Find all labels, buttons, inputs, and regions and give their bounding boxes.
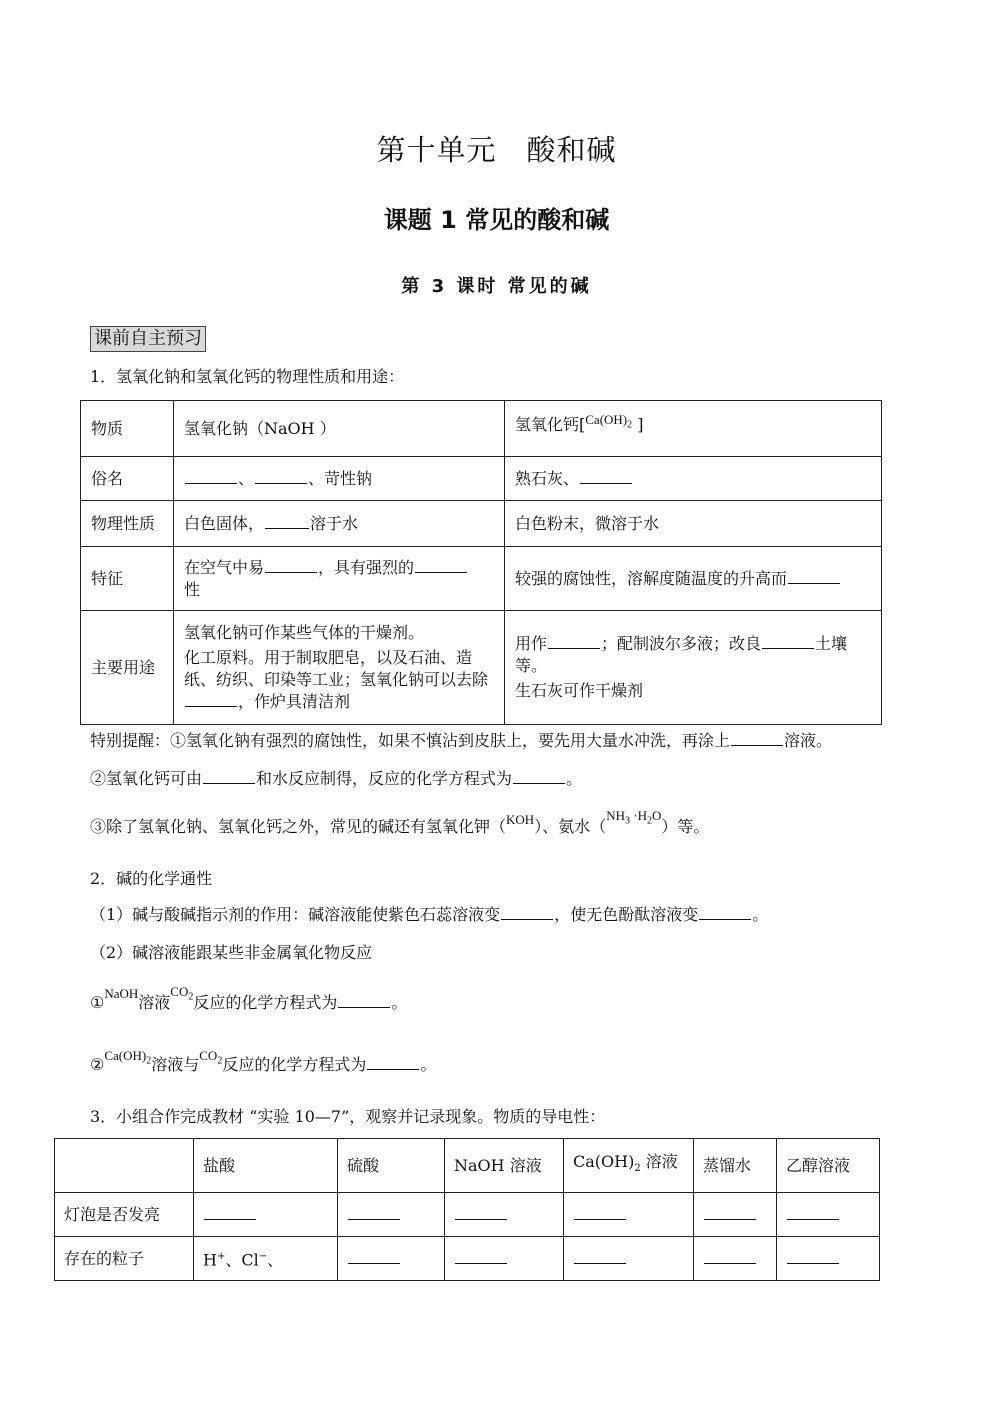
f: CO (170, 984, 189, 999)
header-cell (564, 1139, 694, 1193)
text: 溶于水 (310, 513, 359, 533)
table-row (81, 401, 882, 457)
table-row (81, 611, 882, 725)
text: 化工原料。用于制取肥皂，以及石油、造纸、纺织、印染等工业；氢氧化钠可以去除 (184, 648, 489, 689)
caoh-formula (585, 412, 633, 431)
row-label: 俗名 (81, 457, 174, 501)
text: ）等。 (661, 817, 710, 836)
table-header-row (55, 1139, 880, 1193)
period-title: 第 3 课时 常见的碱 (401, 276, 592, 297)
cell (445, 1193, 564, 1237)
naoh-cell (174, 611, 505, 725)
f: 、 (267, 1250, 284, 1270)
header-cell: NaOH 溶液 (445, 1139, 564, 1193)
f: 2 (646, 815, 652, 827)
q2-heading: 2．碱的化学通性 (90, 869, 213, 888)
text: （1）碱与酸碱指示剂的作用：碱溶液能使紫色石蕊溶液变 (90, 905, 501, 924)
answer-blank[interactable] (203, 769, 255, 784)
answer-blank[interactable] (787, 1249, 839, 1264)
answer-blank[interactable] (348, 1249, 400, 1264)
row-label: 主要用途 (81, 611, 174, 725)
q2-item-1 (90, 904, 768, 926)
cell (338, 1237, 445, 1281)
text: ；配制波尔多液；改良 (601, 634, 762, 653)
caoh-formula (104, 1048, 152, 1067)
answer-blank[interactable] (338, 993, 390, 1008)
q1-heading: 1．氢氧化钠和氢氧化钙的物理性质和用途： (90, 367, 405, 386)
text: 在空气中易 (184, 557, 265, 577)
f: ·H (629, 808, 647, 823)
q3-heading: 3．小组合作完成教材 “实验 10—7”，观察并记录现象。物质的导电性： (90, 1107, 606, 1126)
text: 熟石灰、 (515, 468, 580, 488)
nh3-formula (606, 808, 662, 827)
text: ，作炉具清洁剂 (238, 692, 351, 711)
text: 和水反应制得，反应的化学方程式为 (256, 769, 513, 788)
sep: 、 (238, 468, 255, 488)
text: 。 (391, 993, 408, 1012)
answer-blank[interactable] (548, 634, 600, 649)
cell (777, 1237, 880, 1281)
text: 用作 (515, 634, 548, 653)
caoh-cell: 白色粉末，微溶于水 (505, 501, 882, 547)
text: ）、氨水（ (534, 817, 607, 836)
answer-blank[interactable] (367, 1055, 419, 1070)
text: 性 (184, 579, 201, 599)
cell (564, 1193, 694, 1237)
f: − (258, 1250, 268, 1262)
text: 生石灰可作干燥剂 (515, 681, 644, 700)
header-cell: 硫酸 (338, 1139, 445, 1193)
note-3 (90, 808, 710, 845)
conductivity-table (54, 1138, 880, 1281)
text: 土壤等。 (515, 634, 848, 675)
f: 2 (146, 1055, 152, 1067)
answer-blank[interactable] (704, 1249, 756, 1264)
text: 溶液 (138, 993, 171, 1012)
naoh-formula: NaOH (104, 986, 139, 1001)
note-1 (90, 730, 832, 752)
header-cell: 蒸馏水 (694, 1139, 777, 1193)
text-block (515, 633, 871, 677)
note-2 (90, 768, 582, 790)
answer-blank[interactable] (185, 692, 237, 707)
formula-sub: 2 (627, 419, 633, 431)
answer-blank[interactable] (580, 469, 632, 484)
caoh-cell (505, 457, 882, 501)
q2-eq-1 (90, 984, 408, 1021)
header-cell: 乙醇溶液 (777, 1139, 880, 1193)
naoh-cell (174, 457, 505, 501)
answer-blank[interactable] (788, 569, 840, 584)
naoh-cell (174, 501, 505, 547)
text: 反应的化学方程式为 (193, 993, 338, 1012)
f: 2 (217, 1055, 223, 1067)
f: 溶液 (640, 1151, 678, 1171)
caoh-cell (505, 611, 882, 725)
answer-blank[interactable] (574, 1205, 626, 1220)
f: H (203, 1250, 217, 1270)
text: ① (90, 993, 105, 1012)
row-label: 灯泡是否发亮 (55, 1193, 194, 1237)
cell (338, 1193, 445, 1237)
answer-blank[interactable] (787, 1205, 839, 1220)
unit-name: 酸和碱 (526, 133, 617, 167)
f: O (651, 808, 662, 823)
q2-eq-2 (90, 1048, 437, 1083)
answer-blank[interactable] (415, 558, 467, 573)
unit-title (0, 128, 993, 169)
co2-formula (199, 1048, 223, 1067)
text: 氢氧化钠可作某些气体的干燥剂。 (184, 623, 425, 642)
answer-blank[interactable] (265, 558, 317, 573)
answer-blank[interactable] (185, 469, 237, 484)
text: ，具有强烈的 (318, 557, 415, 577)
section-tag: 课前自主预习 (90, 326, 206, 352)
text: 反应的化学方程式为 (222, 1055, 367, 1074)
text: 。 (752, 905, 769, 924)
answer-blank[interactable] (255, 469, 307, 484)
cell (445, 1237, 564, 1281)
f: NH (606, 808, 625, 823)
cell (694, 1193, 777, 1237)
co2-formula (170, 984, 194, 1003)
table-row (81, 547, 882, 611)
answer-blank[interactable] (455, 1205, 507, 1220)
answer-blank[interactable] (455, 1249, 507, 1264)
answer-blank[interactable] (513, 769, 565, 784)
f: + (216, 1250, 226, 1262)
row-label: 特征 (81, 547, 174, 611)
cell (194, 1193, 338, 1237)
header-cell (55, 1139, 194, 1193)
q2-item-2: （2）碱溶液能跟某些非金属氧化物反应 (90, 943, 373, 962)
text: 。 (566, 769, 583, 788)
f: Ca(OH) (573, 1151, 635, 1171)
text: 溶液与 (151, 1055, 200, 1074)
answer-blank[interactable] (704, 1205, 756, 1220)
naoh-cell (174, 547, 505, 611)
cell (777, 1193, 880, 1237)
answer-blank[interactable] (731, 731, 783, 746)
table-row (81, 501, 882, 547)
answer-blank[interactable] (501, 905, 553, 920)
row-label: 物理性质 (81, 501, 174, 547)
properties-table (80, 400, 882, 725)
table-row (55, 1193, 880, 1237)
unit-number: 第十单元 (376, 133, 497, 167)
f: CO (199, 1048, 218, 1063)
text: ，使无色酚酞溶液变 (554, 905, 699, 924)
f: 2 (188, 991, 194, 1003)
text: 特别提醒：①氢氧化钠有强烈的腐蚀性，如果不慎沾到皮肤上，要先用大量水冲洗，再涂上 (90, 731, 731, 750)
answer-blank[interactable] (204, 1205, 256, 1220)
text: ②氢氧化钙可由 (90, 769, 203, 788)
cell (194, 1237, 338, 1281)
answer-blank[interactable] (699, 905, 751, 920)
text: 白色固体， (184, 513, 265, 533)
naoh-cell: 氢氧化钠（NaOH ） (174, 401, 505, 457)
f: 2 (634, 1163, 641, 1175)
text: 溶液。 (784, 731, 833, 750)
koh-formula: KOH (506, 812, 535, 827)
caoh-cell (505, 401, 882, 457)
row-label: 物质 (81, 401, 174, 457)
caoh-cell (505, 547, 882, 611)
caoh-name: 氢氧化钙[ (515, 415, 586, 435)
cell (694, 1237, 777, 1281)
cell (564, 1237, 694, 1281)
lesson-title: 课题 1 常见的酸和碱 (383, 206, 610, 234)
f: 、Cl (225, 1250, 259, 1270)
row-label: 存在的粒子 (55, 1237, 194, 1281)
table-row (55, 1237, 880, 1281)
f: Ca(OH) (104, 1048, 147, 1063)
text: 较强的腐蚀性，溶解度随温度的升高而 (515, 568, 788, 588)
answer-blank[interactable] (574, 1249, 626, 1264)
header-cell: 盐酸 (194, 1139, 338, 1193)
text: ③除了氢氧化钠、氢氧化钙之外，常见的碱还有氢氧化钾（ (90, 817, 507, 836)
text: 、苛性钠 (308, 468, 373, 488)
f: 3 (624, 815, 630, 827)
table-row (81, 457, 882, 501)
answer-blank[interactable] (265, 514, 309, 529)
answer-blank[interactable] (762, 634, 814, 649)
formula-text: Ca(OH) (585, 412, 628, 428)
answer-blank[interactable] (348, 1205, 400, 1220)
text-block (184, 647, 494, 713)
bracket: ] (632, 415, 644, 435)
text: ② (90, 1055, 105, 1074)
text: 。 (420, 1055, 437, 1074)
